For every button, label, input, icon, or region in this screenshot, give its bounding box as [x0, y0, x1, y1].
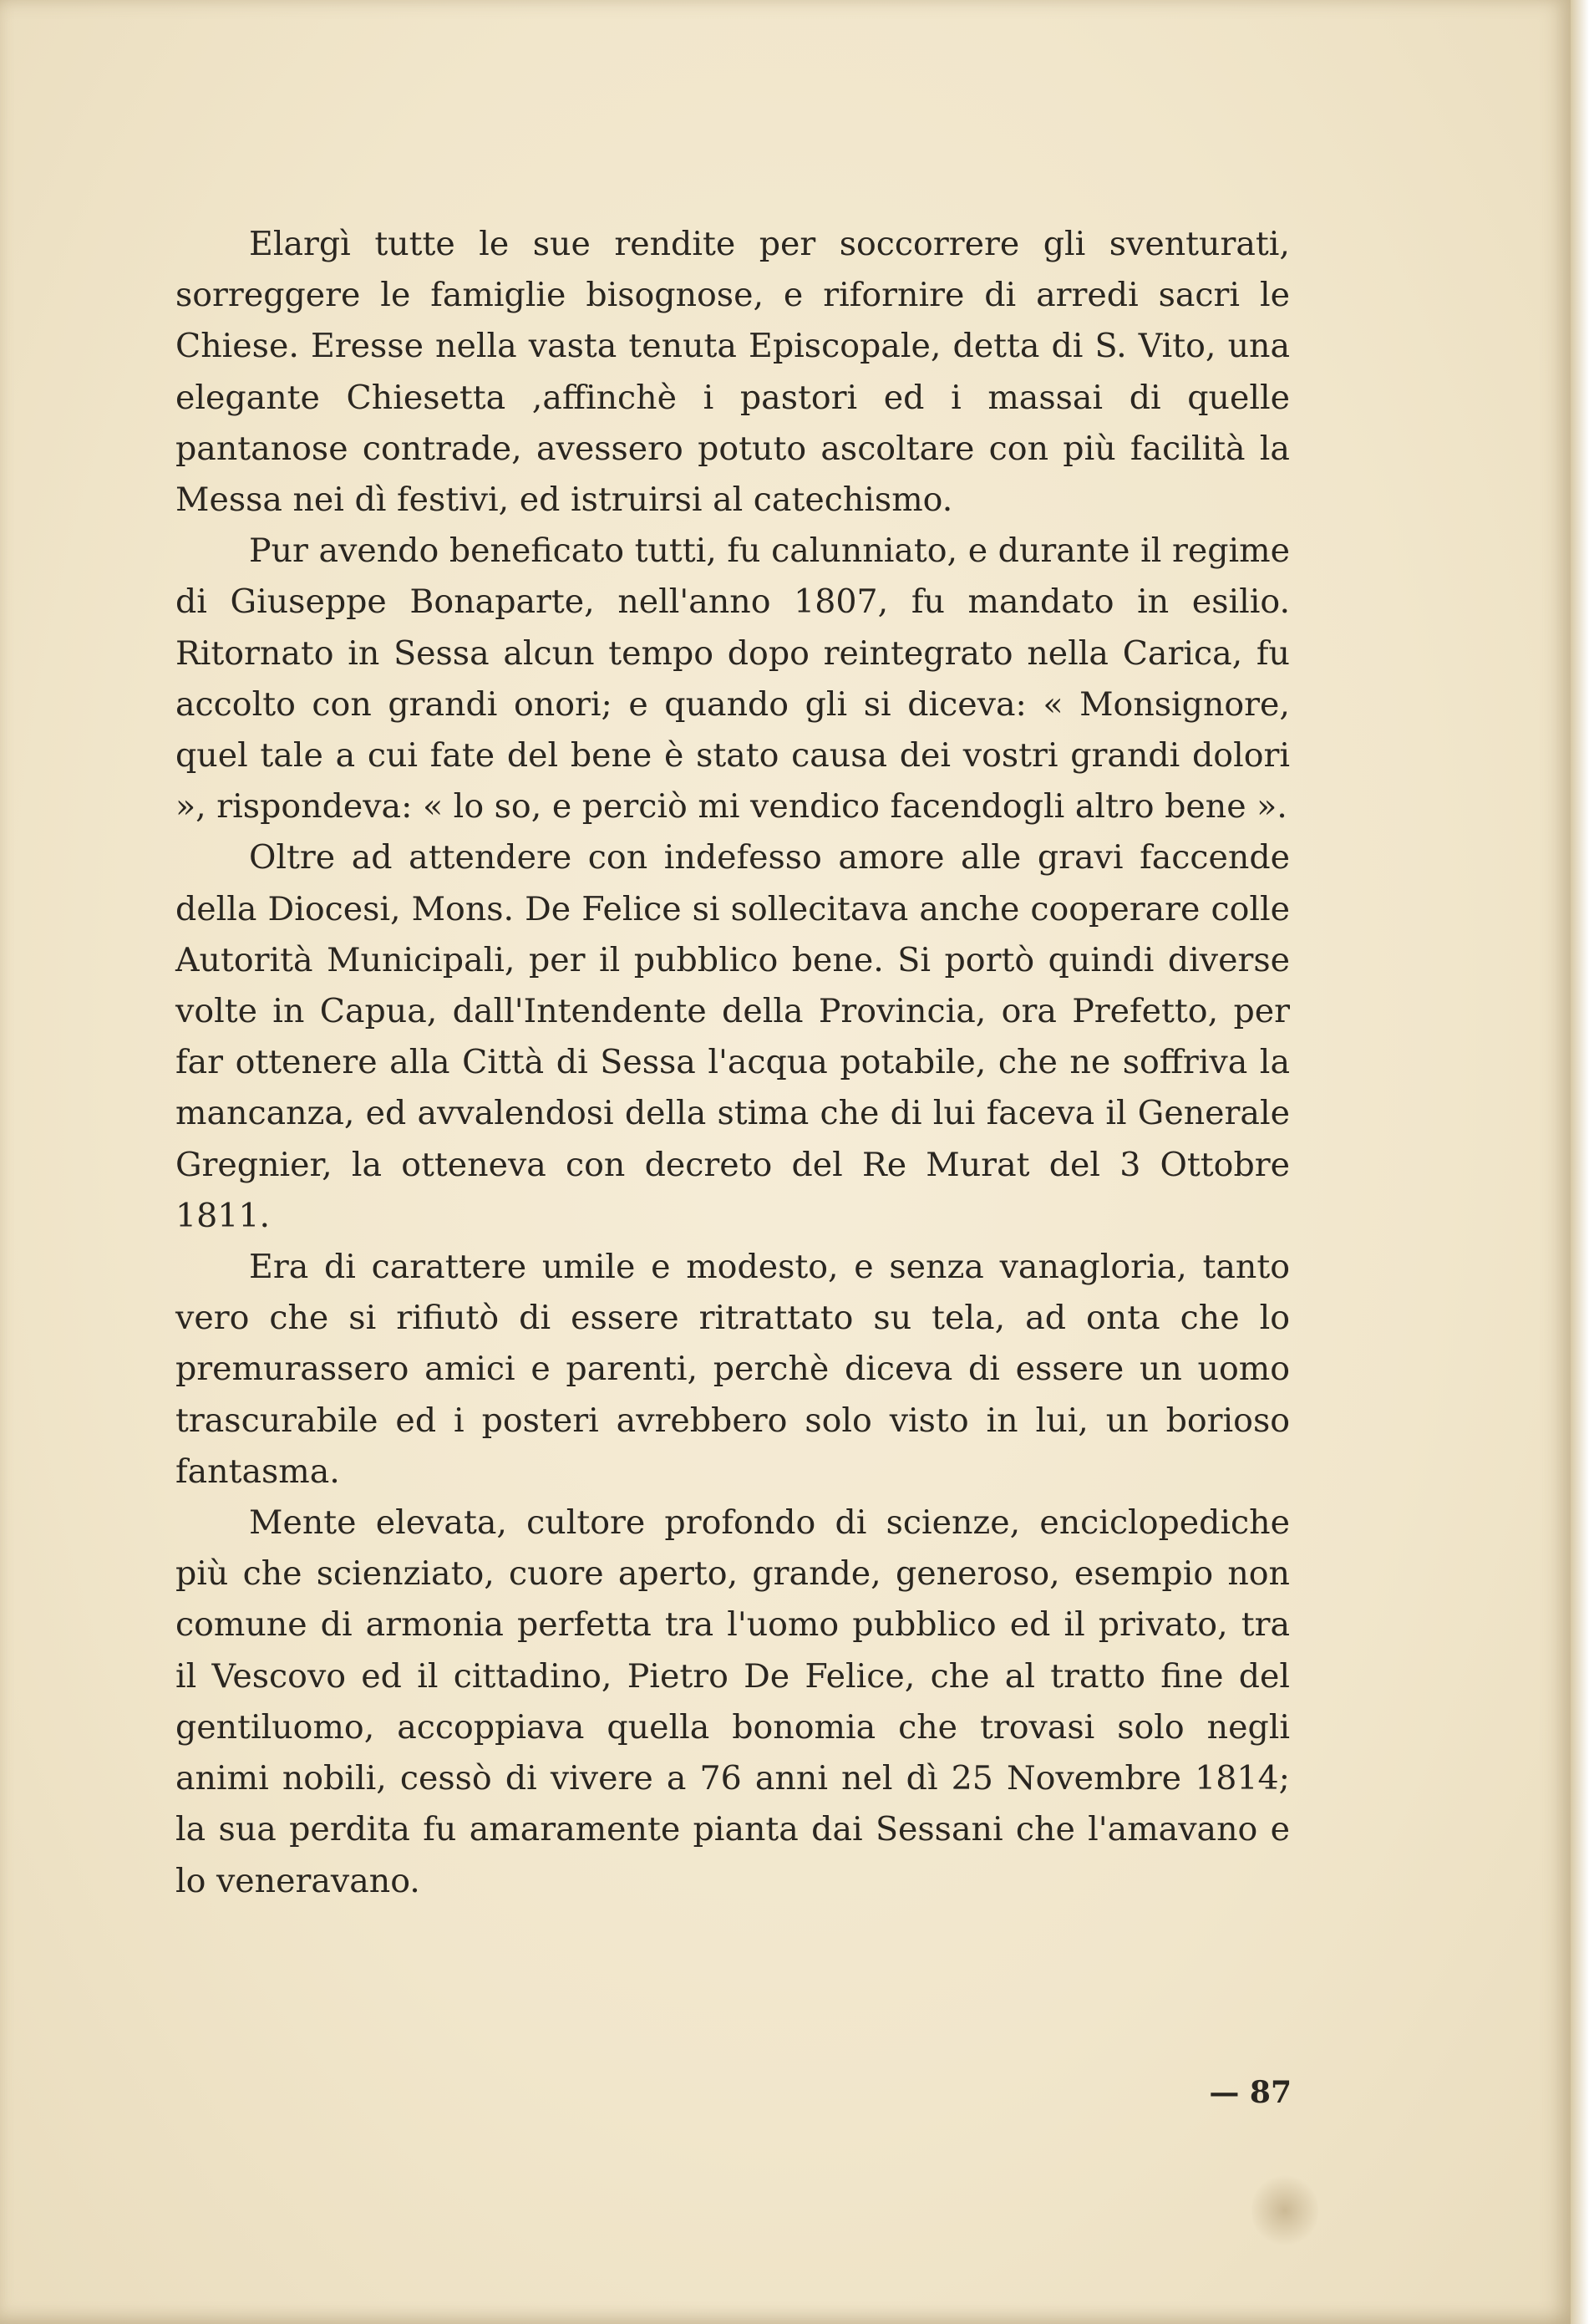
page-number: — 87	[1209, 2075, 1292, 2110]
body-text	[175, 219, 1290, 1907]
paragraph-1: Elargì tutte le sue rendite per soccorrere gli sventurati, sorreggere le famiglie bisognose, e rifornire di arredi sacri le Chiese. Eresse nella vasta tenuta Episcopale, detta di S. Vito, una elegante Chiesetta ,affinchè i pastori ed i massai di quelle pantanose contrade, avessero potuto ascoltare con più facilità la Messa nei dì festivi, ed istruirsi al catechismo.	[175, 225, 1290, 520]
paragraph-4: Era di carattere umile e modesto, e senza vanagloria, tanto vero che si rifiutò di essere ritrattato su tela, ad onta che lo premurassero amici e parenti, perchè diceva di essere un uomo trascurabile ed i posteri avrebbero solo visto in lui, un borioso fantasma.	[175, 1248, 1290, 1491]
paper-stain	[1251, 2173, 1318, 2248]
page-edge	[1571, 0, 1589, 2324]
paragraph-3: Oltre ad attendere con indefesso amore alle gravi faccende della Diocesi, Mons. De Felice si sollecitava anche cooperare colle Autorità Municipali, per il pubblico bene. Si portò quindi diverse volte in Capua, dall'Intendente della Provincia, ora Prefetto, per far ottenere alla Città di Sessa l'acqua potabile, che ne soffriva la mancanza, ed avvalendosi della stima che di lui faceva il Generale Gregnier, la otteneva con decreto del Re Murat del 3 Ottobre 1811.	[175, 838, 1290, 1235]
paragraph-2: Pur avendo beneficato tutti, fu calunniato, e durante il regime di Giuseppe Bonaparte, nell'anno 1807, fu mandato in esilio. Ritornato in Sessa alcun tempo dopo reintegrato nella Carica, fu accolto con grandi onori; e quando gli si diceva: « Monsignore, quel tale a cui fate del bene è stato causa dei vostri grandi dolori », rispondeva: « lo so, e perciò mi vendico facendogli altro bene ».	[175, 531, 1290, 826]
paragraph-5: Mente elevata, cultore profondo di scienze, enciclopediche più che scienziato, cuore aperto, grande, generoso, esempio non comune di armonia perfetta tra l'uomo pubblico ed il privato, tra il Vescovo ed il cittadino, Pietro De Felice, che al tratto fine del gentiluomo, accoppiava quella bonomia che trovasi solo negli animi nobili, cessò di vivere a 76 anni nel dì 25 Novembre 1814; la sua perdita fu amaramente pianta dai Sessani che l'amavano e lo veneravano.	[175, 1503, 1290, 1900]
